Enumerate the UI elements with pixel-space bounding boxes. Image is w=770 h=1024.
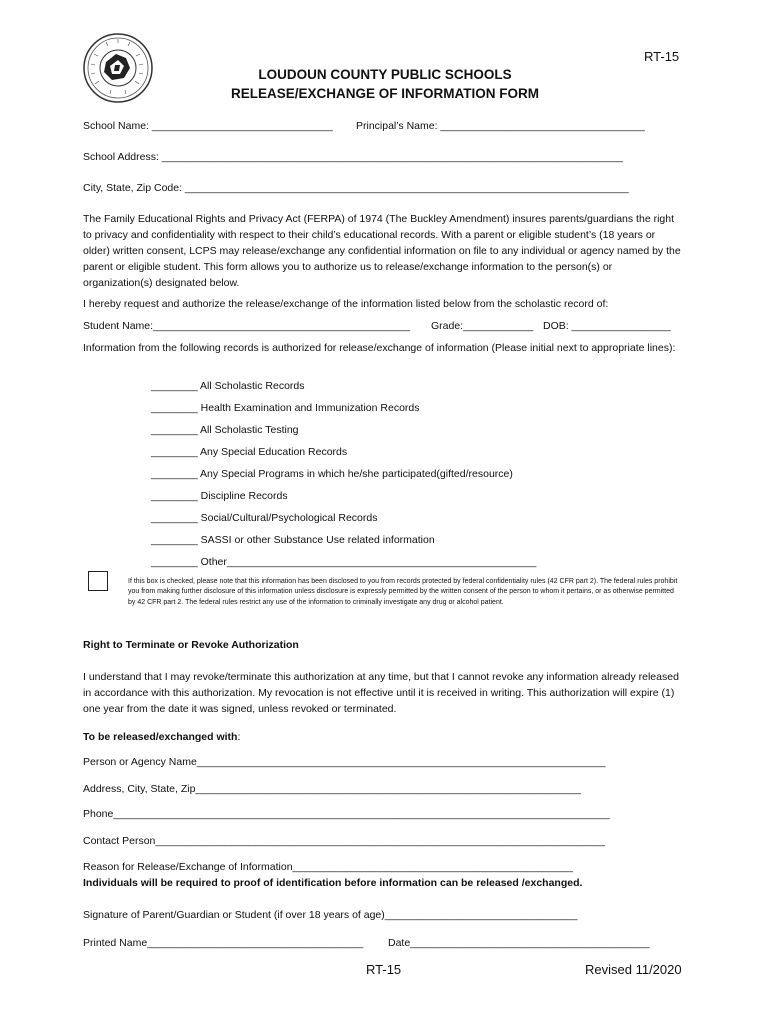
reason-field[interactable]: Reason for Release/Exchange of Information________________________________________________: [83, 861, 573, 873]
identification-notice: Individuals will be required to proof of identification before information can be released /exchanged.: [83, 877, 583, 889]
contact-person-field[interactable]: Contact Person_____________________________________________________________________________: [83, 835, 606, 847]
record-item-discipline[interactable]: ________ Discipline Records: [151, 490, 288, 502]
grade-field[interactable]: Grade:____________: [431, 320, 534, 332]
revoke-heading: Right to Terminate or Revoke Authorization: [83, 639, 299, 651]
record-item-special-programs[interactable]: ________ Any Special Programs in which he/she participated(gifted/resource): [151, 468, 513, 480]
revoke-paragraph: I understand that I may revoke/terminate this authorization at any time, but that I cannot revoke any information already released in accordance with this authorization. My revocation is not effective until it is received in writing. This authorization will expire (1) one year from the date it was signed, unless revoked or terminated.: [83, 671, 679, 715]
school-name-field[interactable]: School Name: _______________________________: [83, 120, 333, 132]
form-code-top: RT-15: [644, 49, 680, 64]
records-intro: Information from the following records is authorized for release/exchange of information (Please initial next to appropriate lines):: [83, 342, 676, 354]
dob-field[interactable]: DOB: _________________: [543, 320, 671, 332]
person-agency-field[interactable]: Person or Agency Name______________________________________________________________________: [83, 756, 606, 768]
recipient-address-field[interactable]: Address, City, State, Zip__________________________________________________________________: [83, 783, 581, 795]
ferpa-paragraph: The Family Educational Rights and Privacy Act (FERPA) of 1974 (The Buckley Amendment) insures parents/guardians the right to privacy and confidentiality with respect to their child’s educational records. With a parent or eligible student’s (18 years or older) written consent, LCPS may release/exchange any confidential information on file to any individual or agency named by the parent or eligible student. This form allows you to authorize us to release/exchange information to the person(s) or organization(s) designated below.: [83, 213, 681, 289]
recipient-heading: [83, 729, 240, 745]
school-address-field[interactable]: School Address: _______________________________________________________________________________: [83, 151, 624, 163]
printed-name-field[interactable]: Printed Name_____________________________________: [83, 937, 364, 949]
record-item-testing[interactable]: ________ All Scholastic Testing: [151, 424, 299, 436]
record-item-other[interactable]: ________ Other_____________________________________________________: [151, 556, 537, 568]
recipient-phone-field[interactable]: Phone_____________________________________________________________________________________: [83, 808, 610, 820]
record-item-special-education[interactable]: ________ Any Special Education Records: [151, 446, 348, 458]
record-item-all-scholastic[interactable]: ________ All Scholastic Records: [151, 380, 305, 392]
city-state-zip-field[interactable]: City, State, Zip Code: ____________________________________________________________________________: [83, 182, 629, 194]
recipient-heading-text: To be released/exchanged with: [83, 731, 238, 743]
record-item-social-psych[interactable]: ________ Social/Cultural/Psychological Records: [151, 512, 378, 524]
request-line: I hereby request and authorize the release/exchange of the information listed below from the scholastic record of:: [83, 298, 609, 310]
signature-field[interactable]: Signature of Parent/Guardian or Student (if over 18 years of age)_________________________________: [83, 909, 578, 921]
recipient-heading-colon: :: [237, 731, 241, 743]
form-title-line1: LOUDOUN COUNTY PUBLIC SCHOOLS: [258, 67, 512, 82]
footer-form-code: RT-15: [366, 962, 402, 977]
form-title-line2: RELEASE/EXCHANGE OF INFORMATION FORM: [230, 86, 539, 101]
confidentiality-notice: If this box is checked, please note that this information has been disclosed to you from records protected by federal confidentiality rules (42 CFR part 2). The federal rules prohibit you from making further disclosure of this information unless disclosure is expressly permitted by the written consent of the person to whom it pertains, or as otherwise permitted by 42 CFR part 2. The federal rules restrict any use of the information to criminally investigate any drug or alcohol patient.: [128, 578, 678, 606]
record-item-health[interactable]: ________ Health Examination and Immunization Records: [151, 402, 420, 414]
footer-revised-date: Revised 11/2020: [585, 962, 682, 977]
confidentiality-checkbox[interactable]: [88, 571, 108, 591]
record-item-substance-use[interactable]: ________ SASSI or other Substance Use related information: [151, 534, 435, 546]
principal-name-field[interactable]: Principal’s Name: ___________________________________: [356, 120, 645, 132]
student-name-field[interactable]: Student Name:____________________________________________: [83, 320, 410, 332]
date-field[interactable]: Date_________________________________________: [388, 937, 650, 949]
